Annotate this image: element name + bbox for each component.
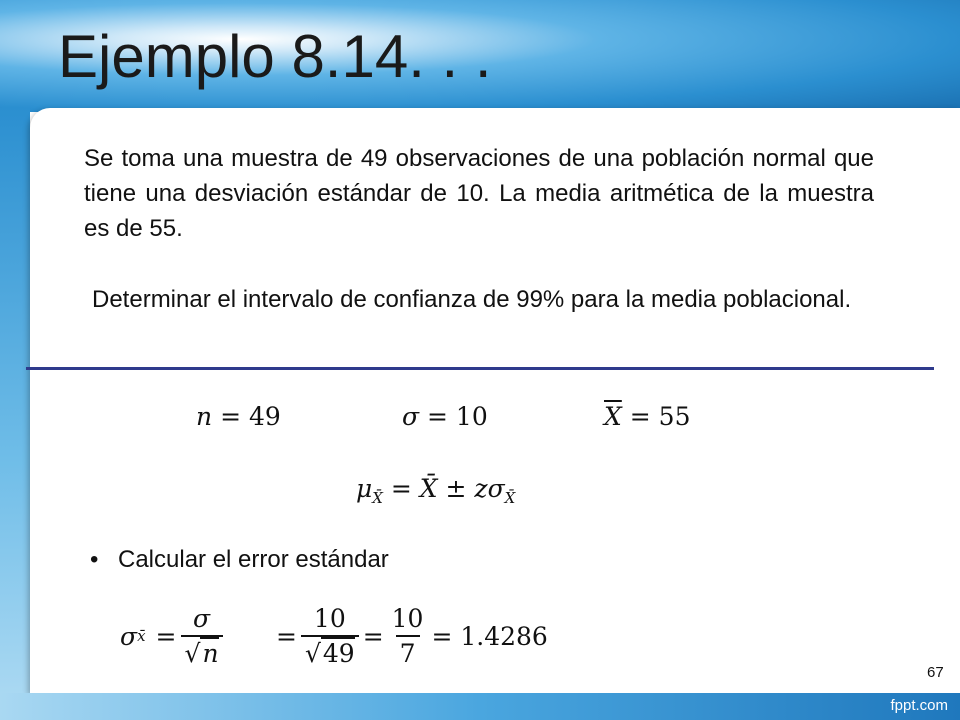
divider-line	[26, 367, 934, 370]
sigma-symbol: σ	[402, 402, 420, 431]
equals-1: =	[155, 621, 177, 651]
fraction-3-numerator: 10	[391, 604, 424, 633]
fraction-1-denominator: √n	[181, 635, 223, 668]
std-error-sigma: σ	[120, 621, 138, 651]
fraction-2-numerator: 10	[313, 604, 346, 633]
given-xbar	[604, 402, 690, 431]
fraction-1-numerator: σ	[192, 604, 211, 633]
bullet-marker: •	[90, 546, 99, 573]
fraction-sigma-over-root-n	[181, 604, 223, 668]
bullet-text: Calcular el error estándar	[118, 546, 389, 573]
page-number: 67	[927, 664, 944, 681]
mu-subscript: X̄	[372, 489, 383, 507]
left-edge-decoration	[0, 108, 30, 693]
n-value: = 49	[220, 402, 281, 431]
equals-2: =	[276, 621, 297, 651]
mu-symbol: μ	[356, 474, 373, 503]
fraction-2-denominator: √49	[301, 635, 359, 668]
std-error-sub: x̄	[137, 627, 146, 645]
std-error-lhs	[120, 596, 227, 676]
problem-statement: Se toma una muestra de 49 observaciones de una población normal que tiene una desviación estándar de 10. La media aritmética de la muestra es de 55.	[84, 145, 874, 242]
footer-background	[0, 693, 960, 720]
problem-question: Determinar el intervalo de confianza de 99% para la media poblacional.	[92, 286, 852, 313]
xbar-symbol: $\overline{X}$	[604, 402, 622, 431]
sigma-value: = 10	[427, 402, 488, 431]
given-sigma	[402, 402, 488, 431]
equals-3: =	[362, 621, 384, 651]
std-error-result: = 1.4286	[431, 621, 548, 651]
root-n: n	[202, 639, 219, 668]
n-symbol: n	[196, 402, 213, 431]
interval-formula	[356, 474, 515, 507]
root-49: 49	[322, 639, 355, 668]
brand-watermark: fppt.com	[890, 697, 948, 714]
interval-rhs: = X̄ ± zσ	[390, 474, 505, 503]
sigma-subscript: X̄	[504, 489, 516, 507]
slide-title: Ejemplo 8.14. . .	[58, 23, 492, 90]
xbar-value: = 55	[629, 402, 691, 431]
bullet-item	[90, 546, 389, 574]
std-error-rhs	[276, 596, 548, 676]
fraction-3-denominator: 7	[396, 635, 420, 668]
fraction-10-over-7	[388, 604, 428, 668]
given-n	[196, 402, 281, 431]
fraction-10-over-root-49	[301, 604, 359, 668]
